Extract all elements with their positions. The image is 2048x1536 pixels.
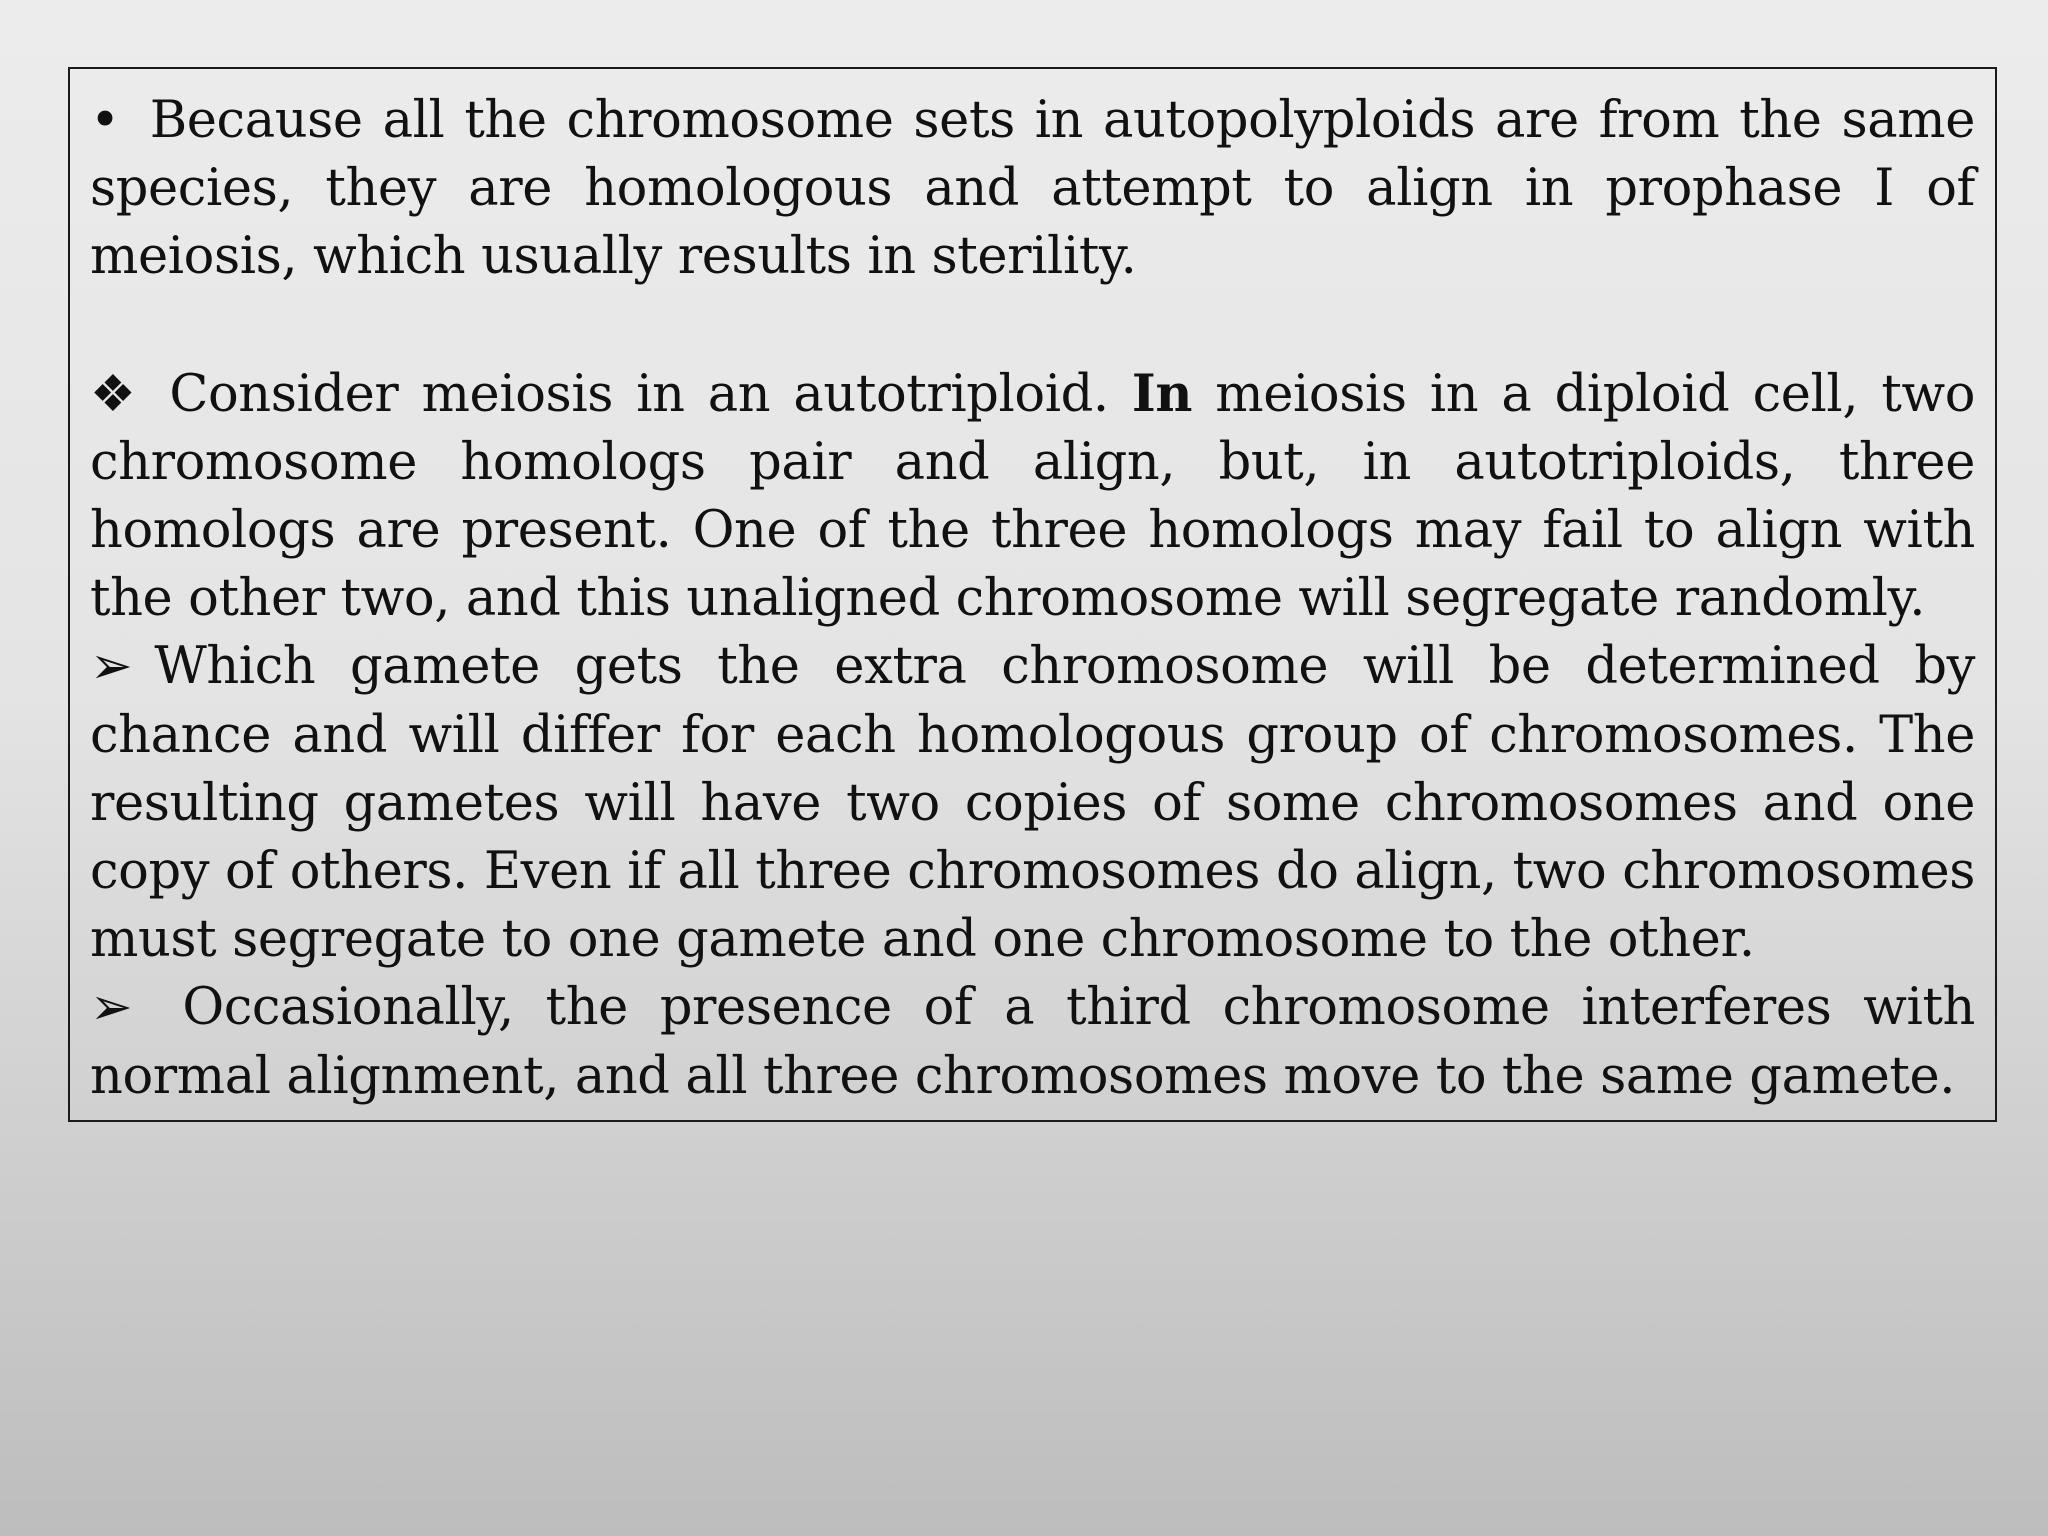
- paragraph-bold-word: In: [1131, 363, 1193, 424]
- paragraph-text: Occasionally, the presence of a third chromosome interferes with normal alignment, and all three chromosomes move to the same gamete.: [90, 978, 1975, 1106]
- content-text-box: [68, 67, 1997, 1122]
- paragraph-autotriploid-meiosis: [90, 360, 1975, 634]
- paragraph-text-after: meiosis in a diploid cell, two chromosome homologs pair and align, but, in autotriploids, three homologs are present. One of the three homologs may fail to align with the other two, and this unaligned chromosome will segregate randomly.: [90, 364, 1976, 629]
- bullet-arrow-icon: ➢: [90, 978, 133, 1038]
- paragraph-text: Because all the chromosome sets in autopolyploids are from the same species, they are homologous and attempt to align in prophase I of meiosis, which usually results in sterility.: [90, 91, 1975, 287]
- paragraph-text: Which gamete gets the extra chromosome will be determined by chance and will differ for each homologous group of chromosomes. The resulting gametes will have two copies of some chromosomes and one copy of others. Even if all three chromosomes do align, two chromosomes must segregate to one gamete and one chromosome to the other.: [90, 637, 1975, 970]
- paragraph-text-before: Consider meiosis in an autotriploid.: [169, 364, 1109, 424]
- bullet-dot-icon: •: [90, 91, 120, 150]
- paragraph-autopolyploid-sterility: [90, 87, 1975, 292]
- paragraph-extra-chromosome: [90, 633, 1975, 974]
- bullet-arrow-icon: ➢: [90, 637, 133, 697]
- paragraph-third-chromosome: [90, 974, 1975, 1110]
- bullet-diamond-icon: ❖: [90, 364, 136, 424]
